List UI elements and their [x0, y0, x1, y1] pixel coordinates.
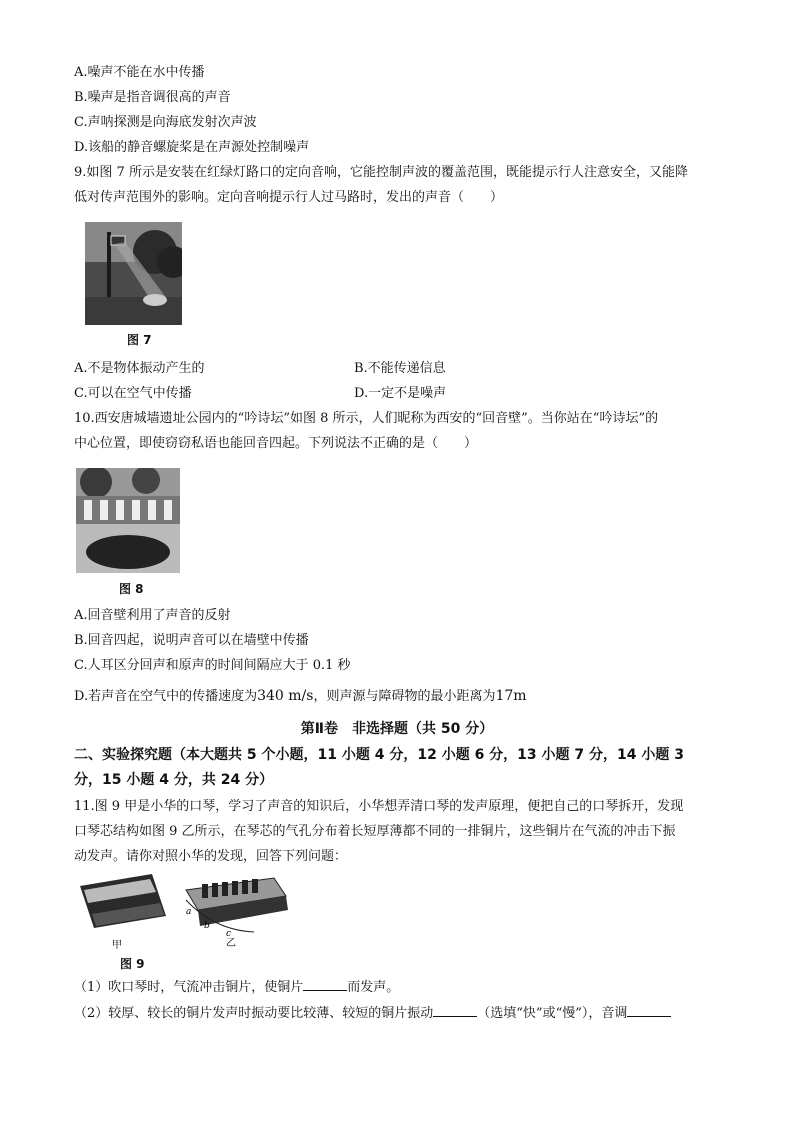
q9-option-a: A.不是物体振动产生的	[74, 361, 205, 376]
label-c: c	[226, 929, 232, 939]
label-yi: 乙	[226, 938, 236, 949]
q11-sub2-blank-2[interactable]	[627, 1004, 671, 1017]
label-a: a	[186, 907, 192, 917]
section-2-title: 第Ⅱ卷 非选择题（共 50 分）	[300, 721, 494, 737]
q10-stem-line1: 10.西安唐城墙遗址公园内的“吟诗坛”如图 8 所示，人们昵称为西安的“回音壁”。当你站在“吟诗坛”的	[74, 411, 659, 426]
q9-stem-line2: 低对传声范围外的影响。定向音响提示行人过马路时，发出的声音（ ）	[74, 190, 504, 205]
q10-option-b: B.回音四起，说明声音可以在墙壁中传播	[74, 633, 309, 648]
q8-option-d: D.该船的静音螺旋桨是在声源处控制噪声	[74, 140, 310, 155]
q11-sub2-middle: （选填“快”或“慢”），音调	[477, 1006, 628, 1021]
figure-7-photo	[85, 222, 182, 325]
q11-sub1-suffix: 而发声。	[347, 980, 400, 995]
q11-stem-line2: 口琴芯结构如图 9 乙所示，在琴芯的气孔分布着长短厚薄都不同的一排铜片，这些铜片在气流的冲击下振	[74, 824, 676, 839]
part-2-heading-line2: 分，15 小题 4 分，共 24 分）	[74, 772, 274, 788]
q8-option-c: C.声呐探测是向海底发射次声波	[74, 115, 257, 130]
q11-stem-line3: 动发声。请你对照小华的发现，回答下列问题：	[74, 849, 348, 864]
q10-option-a: A.回音壁利用了声音的反射	[74, 608, 231, 623]
q10-option-c: C.人耳区分回声和原声的时间间隔应大于 0.1 秒	[74, 658, 351, 673]
q11-sub1-blank[interactable]	[303, 978, 347, 991]
figure-7-image	[85, 222, 182, 325]
q8-option-b: B.噪声是指音调很高的声音	[74, 90, 231, 105]
harmonica-jia	[80, 874, 166, 928]
label-b: b	[204, 921, 210, 931]
q9-stem-line1: 9.如图 7 所示是安装在红绿灯路口的定向音响，它能控制声波的覆盖范围，既能提示行人注意安全，又能降	[74, 165, 688, 180]
figure-9-harmonica-diagram	[74, 870, 294, 955]
q10-option-d-speed: 340 m/s	[257, 688, 314, 704]
q10-option-d-distance: 17m	[495, 688, 527, 704]
figure-8-image	[76, 468, 180, 573]
q11-sub2	[74, 1004, 671, 1022]
q11-sub2-prefix: （2）较厚、较长的铜片发声时振动要比较薄、较短的铜片振动	[74, 1006, 434, 1021]
q11-sub1-prefix: （1）吹口琴时，气流冲击铜片，使铜片	[74, 980, 304, 995]
figure-8-photo	[76, 468, 180, 573]
q11-stem-line1: 11.图 9 甲是小华的口琴，学习了声音的知识后，小华想弄清口琴的发声原理，便把自己的口琴拆开，发现	[74, 799, 684, 814]
q8-option-a: A.噪声不能在水中传播	[74, 65, 205, 80]
q10-option-d	[74, 688, 527, 705]
figure-7-caption: 图 7	[127, 333, 152, 347]
q9-option-d: D.一定不是噪声	[354, 386, 447, 401]
figure-8-caption: 图 8	[119, 582, 144, 596]
q10-option-d-prefix: D.若声音在空气中的传播速度为	[74, 689, 258, 704]
q10-stem-line2: 中心位置，即使窃窃私语也能回音四起。下列说法不正确的是（ ）	[74, 436, 478, 451]
harmonica-core-yi	[186, 878, 288, 932]
q11-sub1	[74, 978, 399, 996]
q9-option-b: B.不能传递信息	[354, 361, 446, 376]
figure-9-caption: 图 9	[120, 957, 145, 971]
q10-option-d-middle: ，则声源与障碍物的最小距离为	[313, 689, 496, 704]
q9-option-c: C.可以在空气中传播	[74, 386, 192, 401]
part-2-heading-line1: 二、实验探究题（本大题共 5 个小题，11 小题 4 分，12 小题 6 分，13 小题 7 分，14 小题 3	[74, 747, 684, 763]
q11-sub2-blank-1[interactable]	[433, 1004, 477, 1017]
label-jia: 甲	[112, 940, 122, 951]
